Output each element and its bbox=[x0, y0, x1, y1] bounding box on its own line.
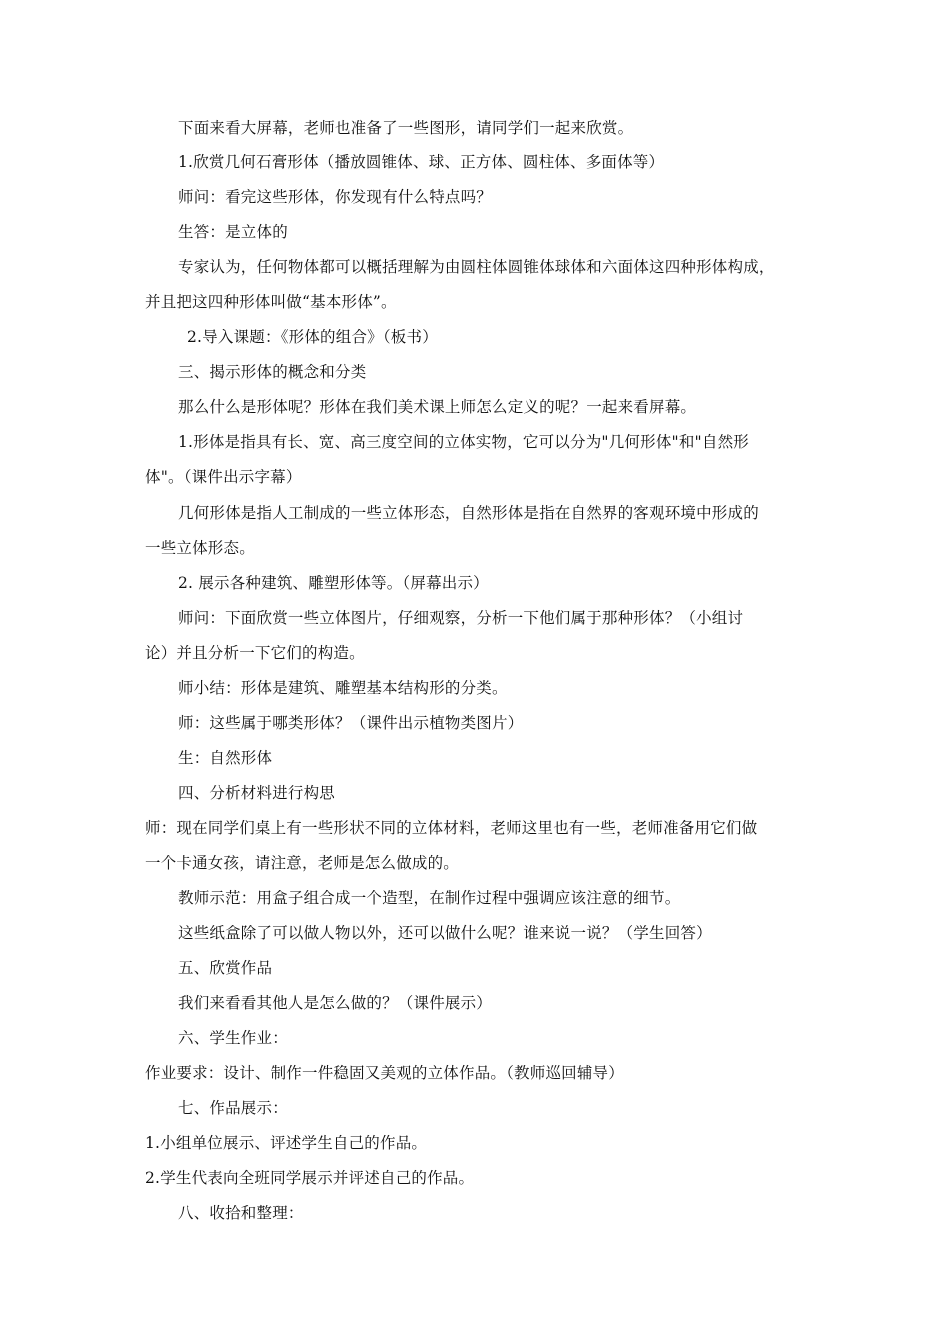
paragraph-line: 这些纸盒除了可以做人物以外，还可以做什么呢？谁来说一说？（学生回答） bbox=[178, 924, 712, 942]
paragraph-line: 那么什么是形体呢？形体在我们美术课上师怎么定义的呢？一起来看屏幕。 bbox=[178, 398, 697, 416]
section-heading: 四、分析材料进行构思 bbox=[178, 784, 336, 802]
section-heading: 七、作品展示： bbox=[178, 1099, 288, 1117]
paragraph-line: 并且把这四种形体叫做“基本形体”。 bbox=[145, 293, 397, 311]
paragraph-line: 一个卡通女孩，请注意，老师是怎么做成的。 bbox=[145, 854, 460, 872]
paragraph-line: 一些立体形态。 bbox=[145, 539, 255, 557]
paragraph-line: 师：现在同学们桌上有一些形状不同的立体材料，老师这里也有一些，老师准备用它们做 bbox=[145, 819, 758, 837]
paragraph-line: 师问：看完这些形体，你发现有什么特点吗？ bbox=[178, 188, 493, 206]
paragraph-line: 师小结：形体是建筑、雕塑基本结构形的分类。 bbox=[178, 679, 508, 697]
paragraph-line: 几何形体是指人工制成的一些立体形态，自然形体是指在自然界的客观环境中形成的 bbox=[178, 504, 759, 522]
paragraph-line: 我们来看看其他人是怎么做的？（课件展示） bbox=[178, 994, 493, 1012]
paragraph-line: 1.欣赏几何石膏形体（播放圆锥体、球、正方体、圆柱体、多面体等） bbox=[178, 153, 665, 171]
paragraph-line: 体"。（课件出示字幕） bbox=[145, 468, 302, 486]
paragraph-line: 教师示范：用盒子组合成一个造型，在制作过程中强调应该注意的细节。 bbox=[178, 889, 681, 907]
paragraph-line: 作业要求：设计、制作一件稳固又美观的立体作品。（教师巡回辅导） bbox=[145, 1064, 624, 1082]
paragraph-line: 师问：下面欣赏一些立体图片，仔细观察，分析一下他们属于那种形体？（小组讨 bbox=[178, 609, 744, 627]
paragraph-line: 2. 展示各种建筑、雕塑形体等。（屏幕出示） bbox=[178, 574, 489, 592]
section-heading: 三、揭示形体的概念和分类 bbox=[178, 363, 367, 381]
paragraph-line: 生：自然形体 bbox=[178, 749, 273, 767]
paragraph-line: 1.形体是指具有长、宽、高三度空间的立体实物，它可以分为"几何形体"和"自然形 bbox=[178, 433, 749, 451]
section-heading: 六、学生作业： bbox=[178, 1029, 288, 1047]
list-item: 2.学生代表向全班同学展示并评述自己的作品。 bbox=[145, 1169, 475, 1187]
section-heading: 八、收拾和整理： bbox=[178, 1204, 304, 1222]
list-item: 1.小组单位展示、评述学生自己的作品。 bbox=[145, 1134, 428, 1152]
paragraph-line: 2.导入课题：《形体的组合》（板书） bbox=[187, 328, 438, 346]
paragraph-line: 师：这些属于哪类形体？（课件出示植物类图片） bbox=[178, 714, 524, 732]
paragraph-line: 生答：是立体的 bbox=[178, 223, 288, 241]
paragraph-line: 下面来看大屏幕，老师也准备了一些图形，请同学们一起来欣赏。 bbox=[178, 119, 634, 137]
paragraph-line: 论）并且分析一下它们的构造。 bbox=[145, 644, 365, 662]
paragraph-line: 专家认为，任何物体都可以概括理解为由圆柱体圆锥体球体和六面体这四种形体构成， bbox=[178, 258, 775, 276]
section-heading: 五、欣赏作品 bbox=[178, 959, 273, 977]
